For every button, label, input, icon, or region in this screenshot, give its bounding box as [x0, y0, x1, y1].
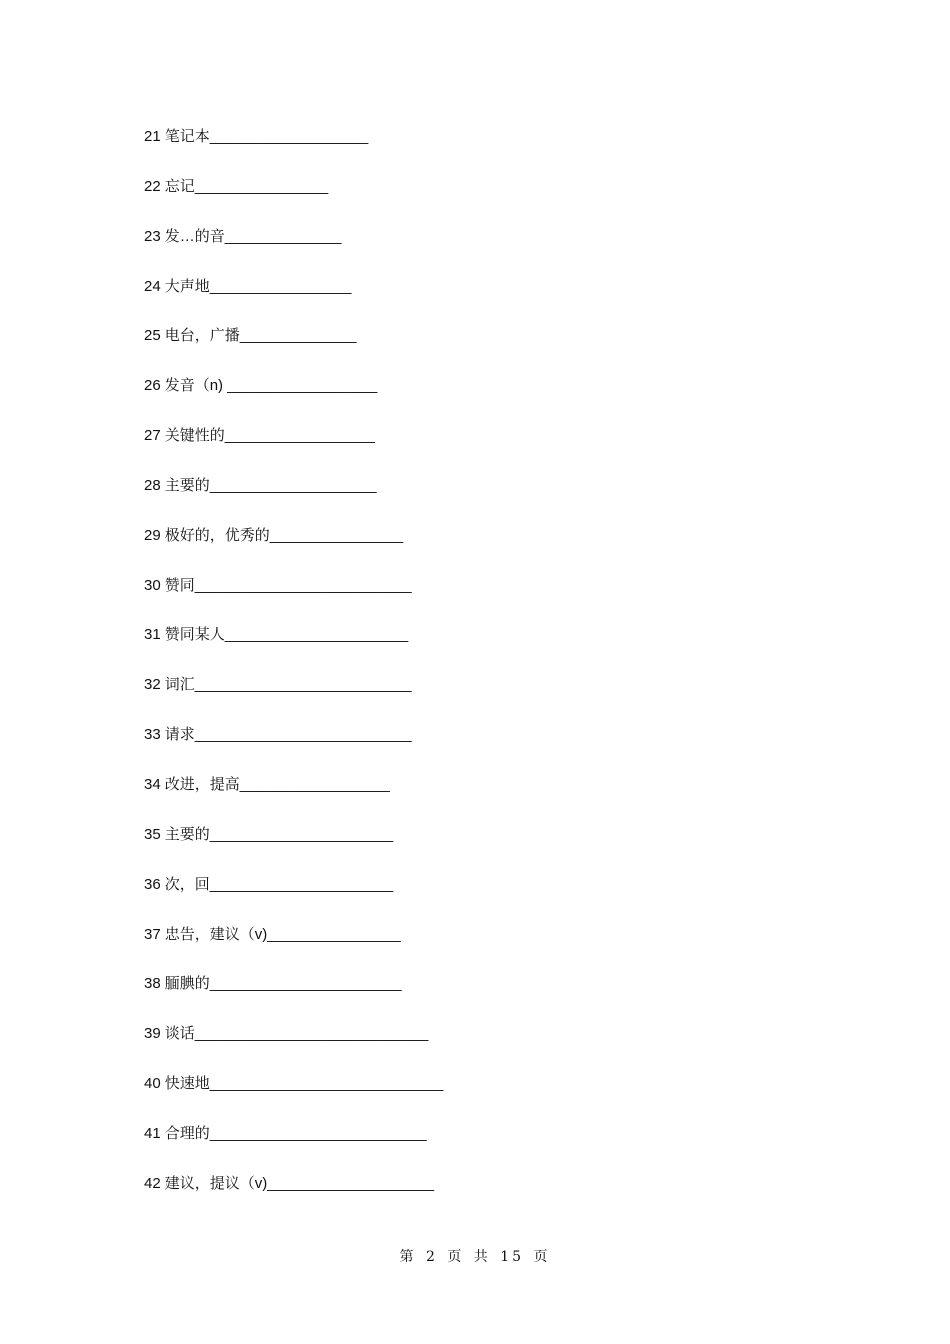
item-number: 40 — [144, 1075, 161, 1093]
answer-blank: __________________________ — [209, 1124, 427, 1142]
item-label: 快速地 — [164, 1075, 210, 1093]
answer-blank: ________________ — [194, 177, 329, 195]
item-number: 23 — [144, 227, 161, 245]
vocabulary-list — [144, 125, 443, 1222]
list-item — [144, 873, 443, 923]
answer-blank: __________________ — [227, 377, 378, 395]
item-number: 39 — [144, 1025, 161, 1043]
list-item — [144, 723, 443, 773]
answer-blank: ____________________________ — [209, 1075, 444, 1093]
item-number: 28 — [144, 476, 161, 494]
answer-blank: ____________________________ — [194, 1025, 429, 1043]
item-label: 腼腆的 — [164, 975, 210, 993]
item-label: 建议，提议（v) — [164, 1174, 268, 1192]
list-item — [144, 623, 443, 673]
item-number: 32 — [144, 676, 161, 694]
item-number: 30 — [144, 576, 161, 594]
answer-blank: ______________________ — [224, 626, 409, 644]
answer-blank: ______________________ — [209, 875, 394, 893]
item-number: 42 — [144, 1174, 161, 1192]
item-label: 忠告，建议（v) — [164, 925, 268, 943]
footer-total-word: 共 — [473, 1249, 491, 1265]
list-item — [144, 574, 443, 624]
item-label: 发音（n) — [164, 377, 228, 395]
item-number: 25 — [144, 327, 161, 345]
list-item — [144, 474, 443, 524]
answer-blank: __________________ — [224, 427, 375, 445]
page-footer — [0, 1246, 950, 1266]
answer-blank: ______________ — [224, 227, 342, 245]
list-item — [144, 524, 443, 574]
item-number: 31 — [144, 626, 161, 644]
list-item — [144, 823, 443, 873]
item-number: 33 — [144, 726, 161, 744]
item-label: 谈话 — [164, 1025, 195, 1043]
item-number: 22 — [144, 177, 161, 195]
answer-blank: ________________ — [269, 526, 404, 544]
list-item — [144, 125, 443, 175]
list-item — [144, 1022, 443, 1072]
item-number: 26 — [144, 377, 161, 395]
list-item — [144, 923, 443, 973]
item-label: 主要的 — [164, 476, 210, 494]
answer-blank: ____________________ — [209, 476, 377, 494]
item-number: 37 — [144, 925, 161, 943]
list-item — [144, 773, 443, 823]
list-item — [144, 175, 443, 225]
item-label: 忘记 — [164, 177, 195, 195]
answer-blank: _________________ — [209, 277, 352, 295]
item-label: 主要的 — [164, 825, 210, 843]
footer-prefix: 第 — [399, 1249, 417, 1265]
answer-blank: __________________ — [239, 775, 390, 793]
list-item — [144, 374, 443, 424]
item-label: 改进，提高 — [164, 775, 240, 793]
item-label: 关键性的 — [164, 427, 225, 445]
item-label: 次，回 — [164, 875, 210, 893]
item-label: 请求 — [164, 726, 195, 744]
answer-blank: __________________________ — [194, 676, 412, 694]
item-number: 35 — [144, 825, 161, 843]
item-label: 合理的 — [164, 1124, 210, 1142]
list-item — [144, 673, 443, 723]
item-label: 大声地 — [164, 277, 210, 295]
answer-blank: ______________ — [239, 327, 357, 345]
list-item — [144, 275, 443, 325]
item-number: 29 — [144, 526, 161, 544]
list-item — [144, 1072, 443, 1122]
item-number: 38 — [144, 975, 161, 993]
footer-total-pages: 15 — [500, 1249, 525, 1265]
answer-blank: __________________________ — [194, 576, 412, 594]
item-label: 极好的，优秀的 — [164, 526, 270, 544]
list-item — [144, 424, 443, 474]
item-number: 21 — [144, 128, 161, 145]
item-label: 赞同某人 — [164, 626, 225, 644]
item-label: 发…的音 — [164, 227, 225, 245]
list-item — [144, 1172, 443, 1222]
list-item — [144, 324, 443, 374]
answer-blank: ________________ — [267, 925, 401, 943]
item-label: 笔记本 — [164, 128, 210, 145]
answer-blank: ___________________ — [209, 128, 369, 145]
list-item — [144, 225, 443, 275]
answer-blank: ____________________ — [267, 1174, 435, 1192]
footer-suffix: 页 — [533, 1249, 551, 1265]
answer-blank: ______________________ — [209, 825, 394, 843]
footer-page-word: 页 — [447, 1249, 465, 1265]
item-number: 34 — [144, 775, 161, 793]
answer-blank: _______________________ — [209, 975, 402, 993]
item-label: 电台，广播 — [164, 327, 240, 345]
item-label: 词汇 — [164, 676, 195, 694]
item-label: 赞同 — [164, 576, 195, 594]
footer-page-number: 2 — [425, 1249, 438, 1265]
item-number: 41 — [144, 1124, 161, 1142]
item-number: 27 — [144, 427, 161, 445]
list-item — [144, 972, 443, 1022]
item-number: 36 — [144, 875, 161, 893]
list-item — [144, 1122, 443, 1172]
item-number: 24 — [144, 277, 161, 295]
answer-blank: __________________________ — [194, 726, 412, 744]
